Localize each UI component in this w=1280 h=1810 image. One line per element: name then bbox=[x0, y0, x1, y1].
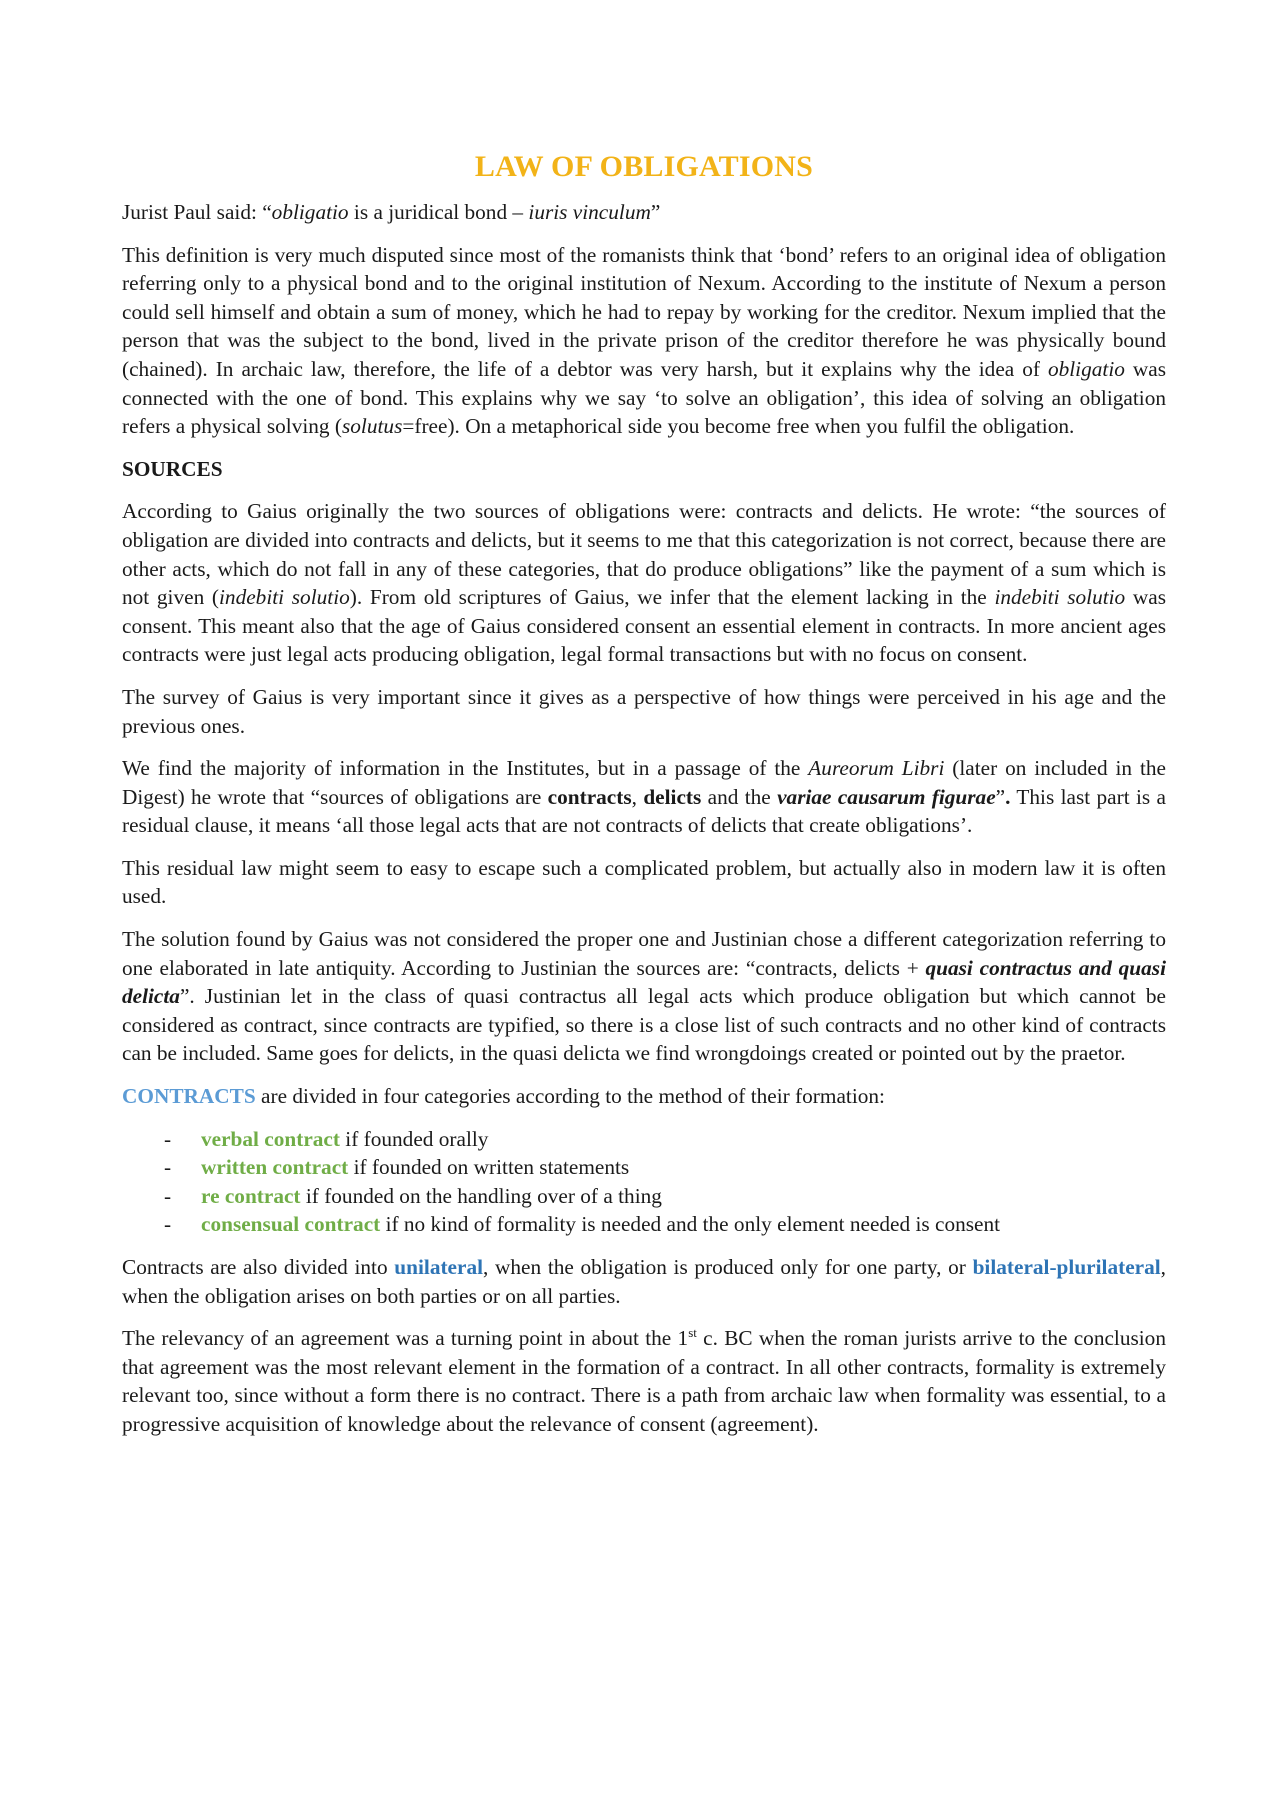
nexum-paragraph bbox=[122, 241, 1166, 441]
intro-text: is a juridical bond – bbox=[348, 200, 529, 224]
paragraph-text: The solution found by Gaius was not considered the proper one and Justinian chose a different categorization referring to one elaborated in late antiquity. According to Justinian the sources are: “contracts, delicts + bbox=[122, 927, 1166, 980]
paragraph-text: Contracts are also divided into bbox=[122, 1255, 395, 1279]
term-contracts: contracts bbox=[547, 784, 632, 809]
paragraph-text: c. BC when the roman jurists arrive to the conclusion that agreement was the most relevant element in the formation of a contract. In all other contracts, formality is extremely relevant too, since without a form there is no contract. There is a path from archaic law when formality was essential, to a progressive acquisition of knowledge about the relevance of consent (agreement). bbox=[122, 1326, 1166, 1436]
contracts-heading-term: CONTRACTS bbox=[122, 1084, 256, 1109]
paragraph-text: We find the majority of information in the Institutes, but in a passage of the bbox=[122, 756, 809, 781]
gaius-sources-paragraph bbox=[122, 497, 1166, 669]
justinian-paragraph bbox=[122, 925, 1166, 1068]
paragraph-text: This definition is very much disputed since most of the romanists think that ‘bond’ refers to an original idea of obligation referring only to a physical bond and to the original institution of Nexum. According to the institute of Nexum a person could sell himself and obtain a sum of money, which he had to repay by working for the creditor. Nexum implied that the person that was the subject to the bond, lived in the private prison of the creditor therefore he was physically bound (chained). In archaic law, therefore, the life of a debtor was very harsh, but it explains why the idea of bbox=[122, 242, 1166, 381]
intro-paragraph bbox=[122, 198, 1166, 227]
paragraph-text: was connected with the one of bond. This explains why we say ‘to solve an obligation’, this idea of solving an obligation refers a physical solving ( bbox=[122, 356, 1167, 439]
gaius-survey-paragraph: The survey of Gaius is very important since it gives as a perspective of how things were perceived in his age and the previous ones. bbox=[122, 684, 1166, 738]
paragraph-text: are divided in four categories according to the method of their formation: bbox=[255, 1084, 885, 1109]
paragraph-text: ”. Justinian let in the class of quasi contractus all legal acts which produce obligation but which cannot be considered as contract, since contracts are typified, so there is a close list of such contracts and no other kind of contracts can be included. Same goes for delicts, in the quasi delicta we find wrongdoings created or pointed out by the praetor. bbox=[122, 984, 1166, 1066]
paragraph-text: =free). On a metaphorical side you become free when you fulfil the obligation. bbox=[402, 414, 1075, 439]
contract-type-desc: if founded on written statements bbox=[348, 1155, 630, 1180]
contract-type-term: written contract bbox=[201, 1155, 349, 1180]
paragraph-text: This last part is a residual clause, it means ‘all those legal acts that are not contracts of delicts that create obligations’. bbox=[122, 784, 1166, 838]
term-variae-causarum-figurae: variae causarum figurae bbox=[777, 784, 996, 809]
contract-type-desc: if no kind of formality is needed and the only element needed is consent bbox=[380, 1212, 1001, 1237]
paragraph-text: , bbox=[631, 784, 644, 809]
term-obligatio: obligatio bbox=[1047, 356, 1125, 381]
residual-law-paragraph: This residual law might seem to easy to escape such a complicated problem, but actually also in modern law it is often used. bbox=[122, 855, 1166, 909]
list-bullet-dash: - bbox=[164, 1183, 172, 1208]
list-bullet-dash: - bbox=[164, 1212, 172, 1237]
contract-type-desc: if founded on the handling over of a thing bbox=[300, 1183, 662, 1208]
paragraph-text: , when the obligation arises on both parties or on all parties. bbox=[122, 1255, 1166, 1308]
list-bullet-dash: - bbox=[164, 1155, 172, 1180]
intro-text: Jurist Paul said: “ bbox=[122, 200, 272, 224]
paragraph-text: (later on included in the Digest) he wrote that “sources of obligations are bbox=[122, 756, 1166, 809]
list-item bbox=[122, 1125, 1166, 1154]
paragraph-text: ” bbox=[995, 784, 1006, 809]
term-quasi-contractus-delicta: quasi contractus and quasi delicta bbox=[122, 955, 1167, 1009]
term-delicts: delicts bbox=[643, 784, 702, 809]
list-item bbox=[122, 1153, 1166, 1182]
paragraph-text: and the bbox=[701, 784, 778, 809]
term-unilateral: unilateral bbox=[394, 1255, 484, 1279]
contract-type-term: re contract bbox=[201, 1183, 301, 1208]
institutes-paragraph bbox=[122, 754, 1166, 840]
paragraph-text: , when the obligation is produced only for one party, or bbox=[483, 1255, 973, 1279]
unilateral-bilateral-paragraph bbox=[122, 1253, 1166, 1310]
paragraph-text: The relevancy of an agreement was a turning point in about the 1 bbox=[122, 1326, 689, 1351]
agreement-relevancy-paragraph bbox=[122, 1324, 1166, 1438]
bold-period: . bbox=[1005, 784, 1011, 809]
list-item bbox=[122, 1210, 1166, 1239]
term-indebiti-solutio: indebiti solutio bbox=[219, 585, 350, 610]
sources-heading: SOURCES bbox=[122, 456, 223, 481]
intro-text: ” bbox=[650, 200, 661, 224]
intro-term-iuris-vinculum: iuris vinculum bbox=[528, 200, 651, 224]
paragraph-text: ). From old scriptures of Gaius, we infer that the element lacking in the bbox=[349, 585, 995, 610]
contract-types-list bbox=[122, 1125, 1166, 1239]
term-solutus: solutus bbox=[342, 414, 403, 439]
contract-type-term: verbal contract bbox=[201, 1126, 340, 1151]
list-bullet-dash: - bbox=[164, 1126, 172, 1151]
list-item bbox=[122, 1182, 1166, 1211]
paragraph-text: was consent. This meant also that the age of Gaius considered consent an essential element in contracts. In more ancient ages contracts were just legal acts producing obligation, legal formal transactions but with no focus on consent. bbox=[122, 585, 1167, 667]
term-indebiti-solutio: indebiti solutio bbox=[994, 585, 1126, 610]
contract-type-term: consensual contract bbox=[201, 1212, 381, 1237]
contracts-intro-paragraph bbox=[122, 1082, 1166, 1111]
document-title: LAW OF OBLIGATIONS bbox=[474, 150, 814, 183]
ordinal-superscript: st bbox=[688, 1325, 697, 1341]
term-bilateral-plurilateral: bilateral-plurilateral bbox=[972, 1255, 1161, 1279]
document-page bbox=[122, 150, 1166, 1453]
intro-term-obligatio: obligatio bbox=[271, 200, 349, 224]
contract-type-desc: if founded orally bbox=[339, 1126, 489, 1151]
paragraph-text: According to Gaius originally the two sources of obligations were: contracts and delicts. He wrote: “the sources of obligation are divided into contracts and delicts, but it seems to me that this categorization is not correct, because there are other acts, which do not fall in any of these categories, that do produce obligations” like the payment of a sum which is not given ( bbox=[122, 499, 1166, 610]
term-aureorum-libri: Aureorum Libri bbox=[808, 756, 945, 781]
